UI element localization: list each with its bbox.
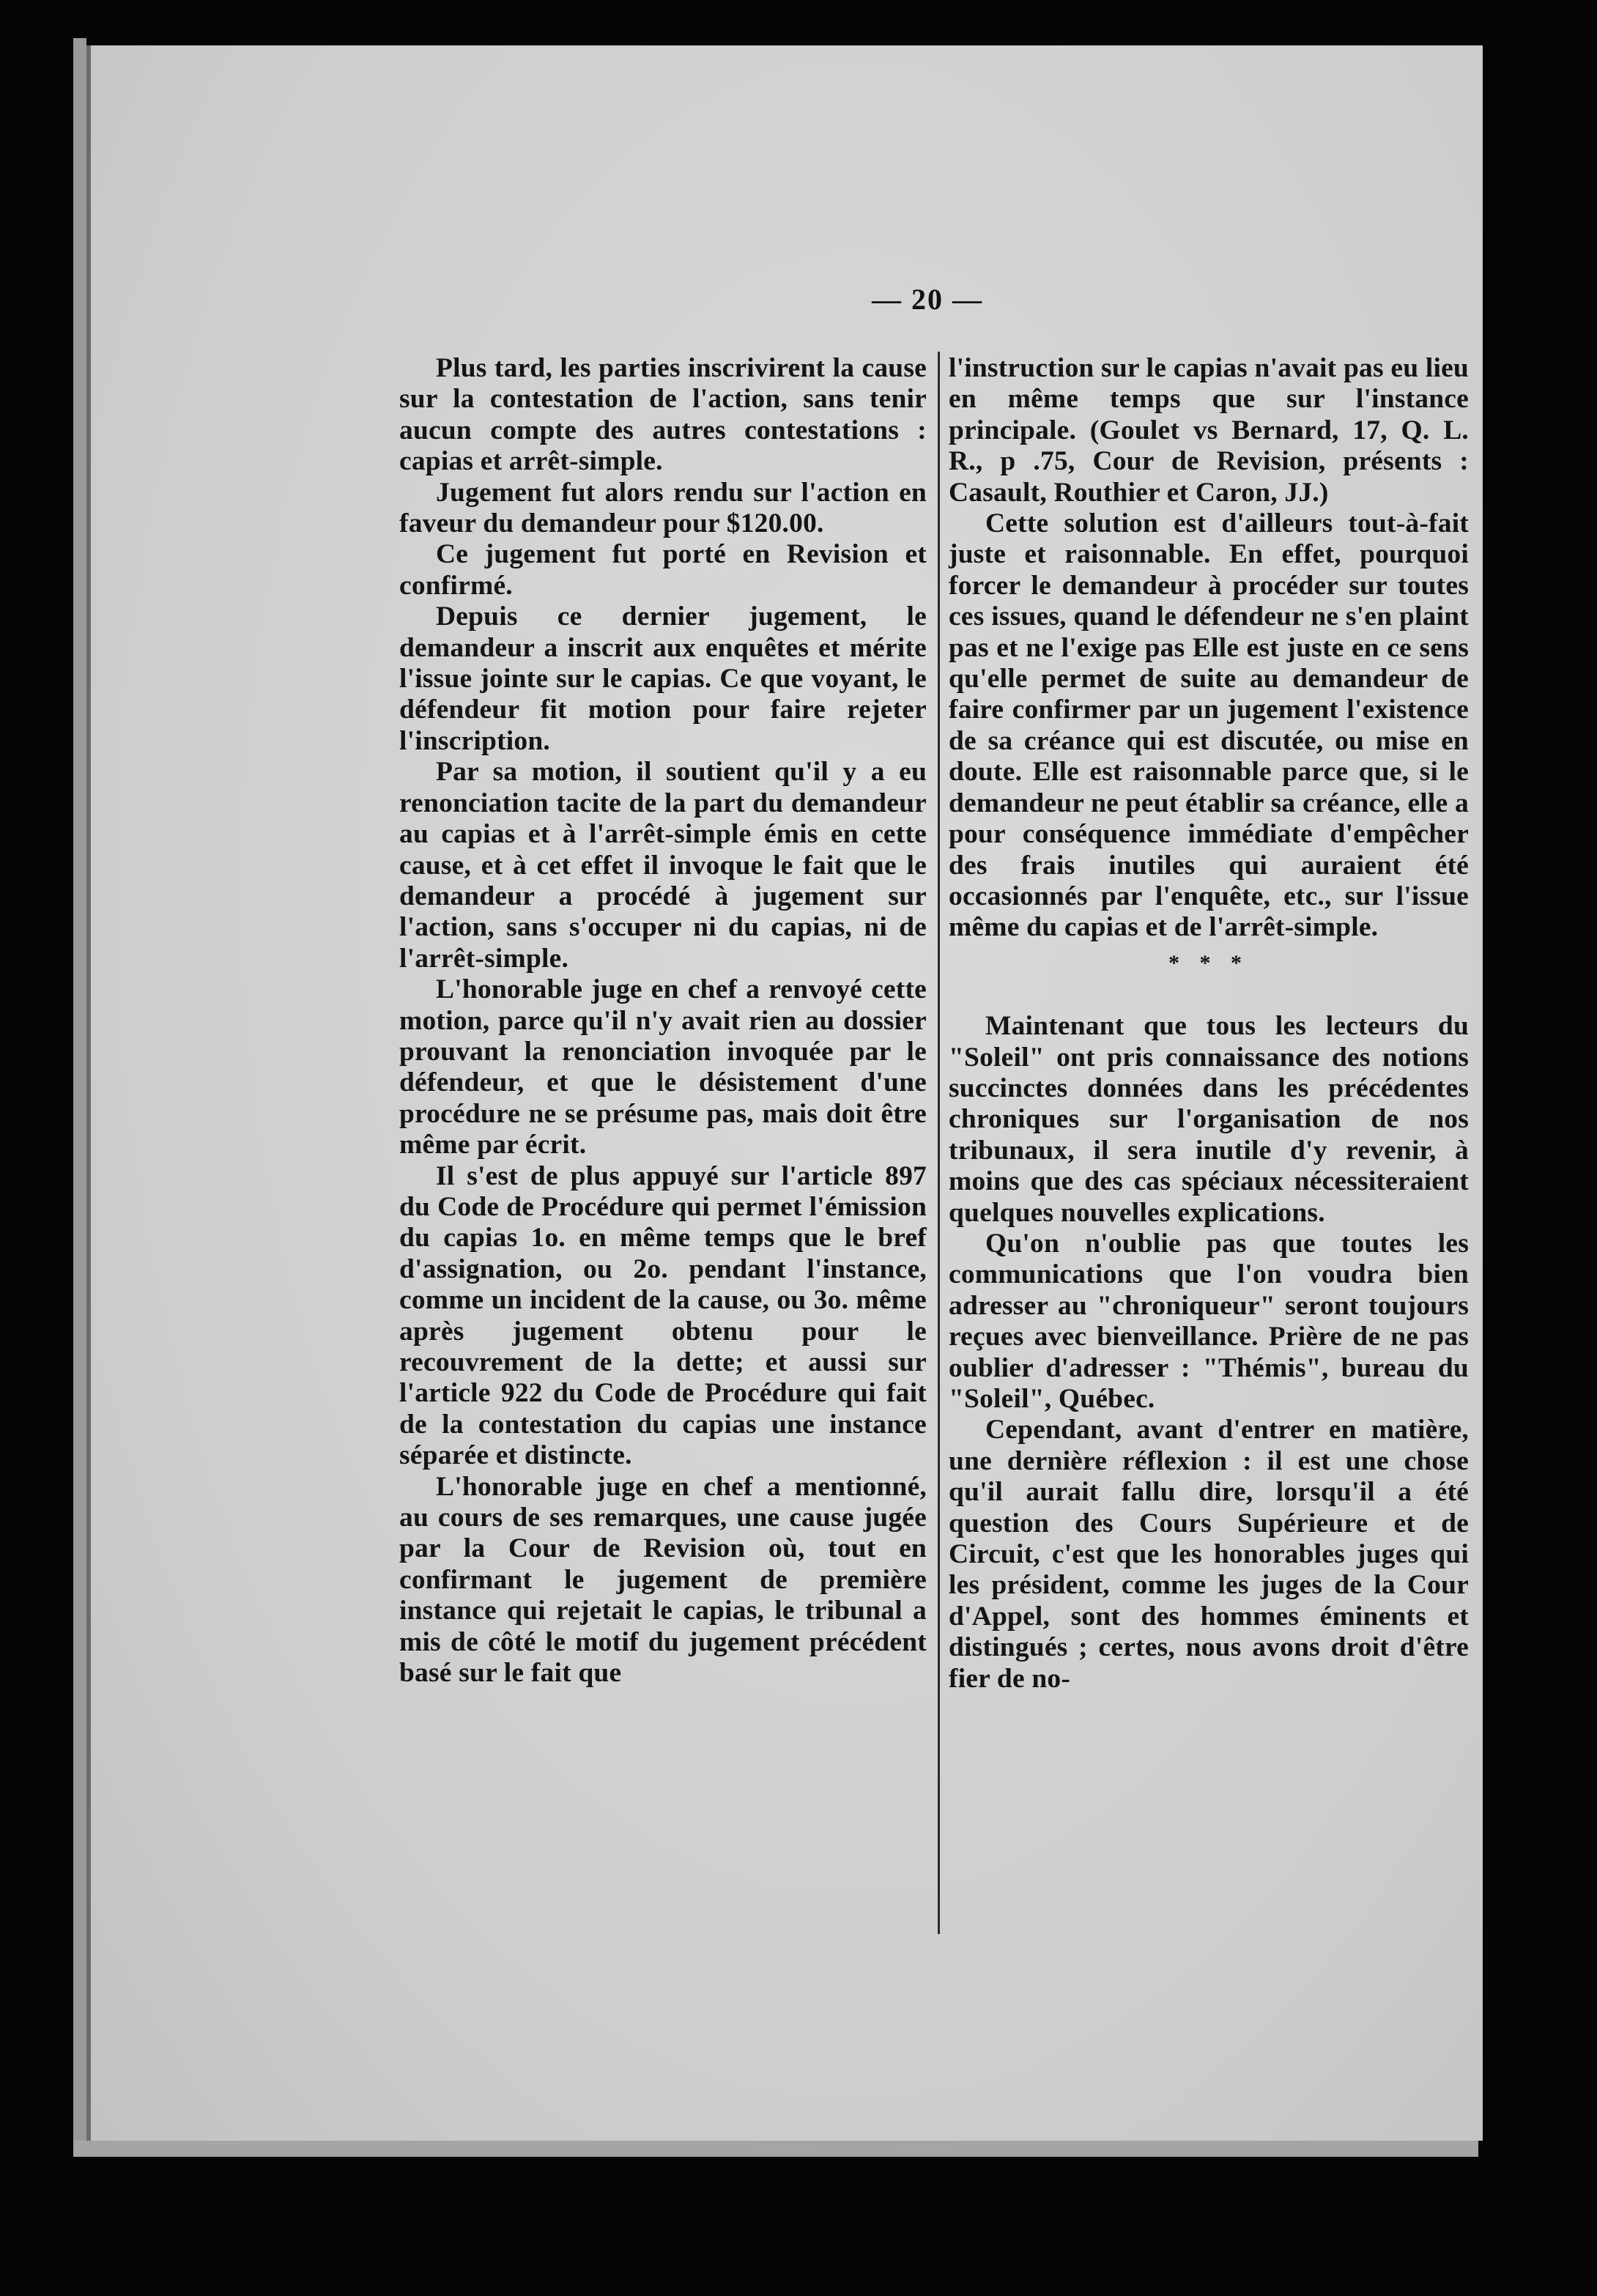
paragraph: Il s'est de plus appuyé sur l'article 897 du Code de Procédure qui permet l'émission du capias 1o. en même temps que le bref d'assignation, ou 2o. pendant l'instance, comme un incident de la cause, ou 3o. même après jugement obtenu pour le recouvrement de la dette; et aussi sur l'article 922 du Code de Procédure qui fait de la contestation du capias une instance séparée et distincte. [399, 1160, 927, 1471]
right-column-top-section [949, 353, 1469, 944]
paragraph: L'honorable juge en chef a renvoyé cette motion, parce qu'il n'y avait rien au dossier prouvant la renonciation invoquée par le défendeur, et que le désistement d'une procédure ne se présume pas, mais doit être même par écrit. [399, 974, 927, 1160]
paragraph: Plus tard, les parties inscrivirent la cause sur la contestation de l'action, sans tenir aucun compte des autres contestations : capias et arrêt-simple. [399, 353, 927, 477]
paragraph: Cependant, avant d'entrer en matière, une dernière réflexion : il est une chose qu'il aurait fallu dire, lorsqu'il a été question des Cours Supérieure et de Circuit, c'est que les honorables juges qui les président, comme les juges de la Cour d'Appel, sont des hommes éminents et distingués ; certes, nous avons droit d'être fier de no- [949, 1415, 1469, 1694]
page-edge-left [73, 38, 86, 2155]
paragraph: Cette solution est d'ailleurs tout-à-fait juste et raisonnable. En effet, pourquoi forcer le demandeur à procéder sur toutes ces issues, quand le défendeur ne s'en plaint pas et ne l'exige pas Elle est juste en ce sens qu'elle permet de suite au demandeur de faire confirmer par un jugement l'existence de sa créance qui est discutée, ou mise en doute. Elle est raisonnable parce que, si le demandeur ne peut établir sa créance, elle a pour conséquence immédiate d'empêcher des frais inutiles qui auraient été occasionnés par l'enquête, etc., sur l'issue même du capias et de l'arrêt-simple. [949, 508, 1469, 943]
paragraph: l'instruction sur le capias n'avait pas eu lieu en même temps que sur l'instance principale. (Goulet vs Bernard, 17, Q. L. R., p .75, Cour de Revision, présents : Casault, Routhier et Caron, JJ.) [949, 353, 1469, 508]
page-edge-bottom [73, 2141, 1478, 2157]
paragraph: Par sa motion, il soutient qu'il y a eu renonciation tacite de la part du demandeur au capias et à l'arrêt-simple émis en cette cause, et à cet effet il invoque le fait que le demandeur a procédé à jugement sur l'action, sans s'occuper ni du capias, ni de l'arrêt-simple. [399, 757, 927, 974]
paragraph: Maintenant que tous les lecteurs du "Soleil" ont pris connaissance des notions succinctes données dans les précédentes chroniques sur l'organisation de nos tribunaux, il sera inutile d'y revenir, à moins que des cas spéciaux nécessiteraient quelques nouvelles explications. [949, 1011, 1469, 1228]
left-column [399, 353, 927, 1689]
paragraph: Jugement fut alors rendu sur l'action en faveur du demandeur pour $120.00. [399, 477, 927, 539]
paragraph: Qu'on n'oublie pas que toutes les communications que l'on voudra bien adresser au "chroniqueur" seront toujours reçues avec bienveillance. Prière de ne pas oublier d'adresser : "Thémis", bureau du "Soleil", Québec. [949, 1228, 1469, 1414]
right-column [949, 353, 1469, 1695]
paragraph: Depuis ce dernier jugement, le demandeur a inscrit aux enquêtes et mérite l'issue jointe sur le capias. Ce que voyant, le défendeur fit motion pour faire rejeter l'inscription. [399, 601, 927, 756]
page-number: — 20 — [872, 283, 983, 316]
section-separator: * * * [1168, 950, 1249, 975]
paragraph: Ce jugement fut porté en Revision et confirmé. [399, 539, 927, 601]
column-divider [938, 352, 940, 1934]
paragraph: L'honorable juge en chef a mentionné, au cours de ses remarques, une cause jugée par la Cour de Revision où, tout en confirmant le jugement de première instance qui rejetait le capias, le tribunal a mis de côté le motif du jugement précédent basé sur le fait que [399, 1471, 927, 1689]
right-column-bottom-section [949, 1011, 1469, 1695]
